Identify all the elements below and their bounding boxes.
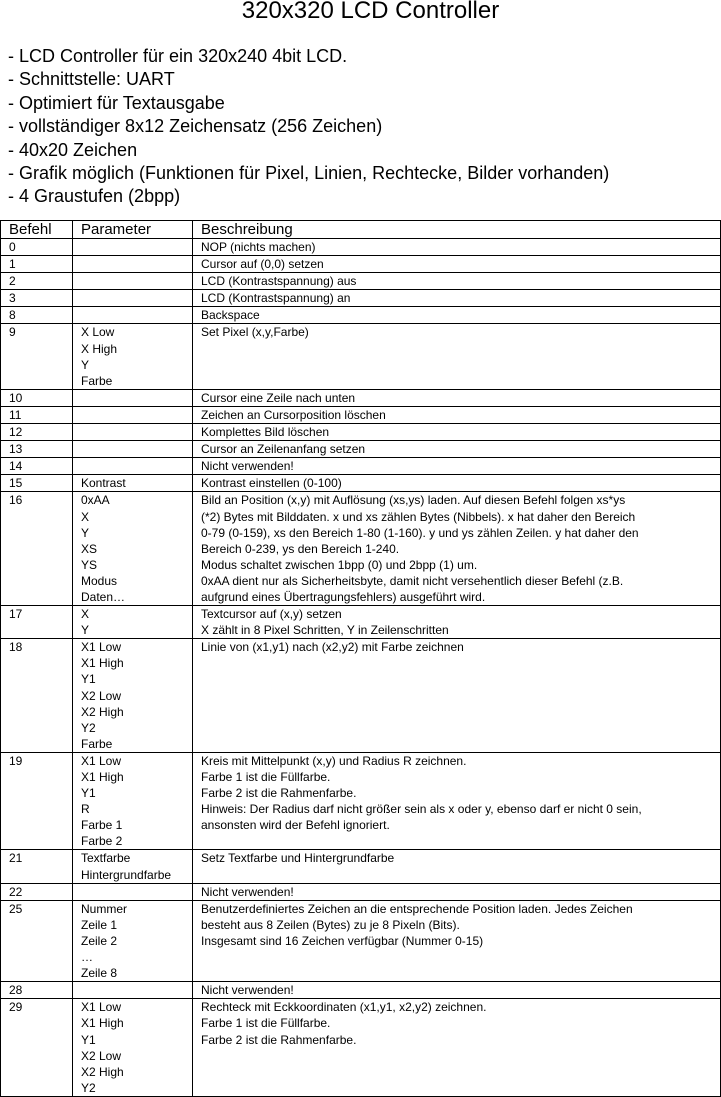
document-title: 320x320 LCD Controller: [241, 0, 500, 24]
description-line: Set Pixel (x,y,Farbe): [201, 325, 309, 340]
command-parameters: [73, 752, 193, 850]
description-line: Cursor an Zeilenanfang setzen: [201, 442, 366, 457]
description-line: Backspace: [201, 308, 260, 323]
description-line: Cursor auf (0,0) setzen: [201, 257, 324, 272]
description-line: (*2) Bytes mit Bilddaten. x und xs zählen Bytes (Nibbels). x hat daher den Bereich: [201, 509, 636, 524]
parameter-item: X1 Low: [81, 1000, 122, 1015]
command-description: [193, 639, 721, 753]
command-description: [193, 999, 721, 1097]
parameter-item: Farbe 1: [81, 818, 123, 833]
command-code: 28: [1, 982, 73, 999]
command-code: 19: [1, 752, 73, 850]
command-code: 1: [1, 256, 73, 273]
parameter-item: Modus: [81, 573, 118, 588]
command-description: [193, 982, 721, 999]
command-parameters: [73, 475, 193, 492]
description-line: 0-79 (0-159), xs den Bereich 1-80 (1-160). y und ys zählen Zeilen. y hat daher den: [201, 525, 639, 540]
table-row: [1, 982, 721, 999]
description-line: Textcursor auf (x,y) setzen: [201, 607, 342, 622]
description-line: Hinweis: Der Radius darf nicht größer sein als x oder y, ebenso darf er nicht 0 sein,: [201, 802, 642, 817]
table-row: [1, 290, 721, 307]
description-line: Linie von (x1,y1) nach (x2,y2) mit Farbe zeichnen: [201, 640, 464, 655]
command-code: 10: [1, 389, 73, 406]
command-description: [193, 307, 721, 324]
description-line: Farbe 2 ist die Rahmenfarbe.: [201, 786, 357, 801]
command-parameters: [73, 256, 193, 273]
table-row: [1, 324, 721, 389]
command-parameters: [73, 307, 193, 324]
table-row: [1, 900, 721, 981]
table-row: [1, 475, 721, 492]
description-line: Farbe 1 ist die Füllfarbe.: [201, 1016, 331, 1031]
parameter-item: X2 Low: [81, 688, 122, 703]
parameter-item: X: [81, 509, 90, 524]
description-line: Bereich 0-239, ys den Bereich 1-240.: [201, 541, 400, 556]
command-description: [193, 273, 721, 290]
description-line: LCD (Kontrastspannung) aus: [201, 274, 357, 289]
parameter-item: X1 Low: [81, 640, 122, 655]
feature-list: [8, 45, 609, 209]
description-line: 0xAA dient nur als Sicherheitsbyte, damit nicht versehentlich dieser Befehl (z.B.: [201, 573, 624, 588]
parameter-item: Y1: [81, 786, 96, 801]
parameter-item: Y: [81, 357, 90, 372]
parameter-item: Hintergrundfarbe: [81, 867, 172, 882]
parameter-item: X1 Low: [81, 753, 122, 768]
description-line: Komplettes Bild löschen: [201, 425, 330, 440]
command-table: [0, 220, 721, 1097]
header-parameter: Parameter: [73, 221, 193, 239]
table-row: [1, 424, 721, 441]
command-parameters: [73, 389, 193, 406]
description-line: ansonsten wird der Befehl ignoriert.: [201, 818, 390, 833]
feature-item: - LCD Controller für ein 320x240 4bit LCD.: [8, 46, 348, 66]
command-parameters: [73, 982, 193, 999]
command-code: 25: [1, 900, 73, 981]
description-line: Kreis mit Mittelpunkt (x,y) und Radius R zeichnen.: [201, 753, 467, 768]
table-header-row: [1, 221, 721, 239]
table-row: [1, 639, 721, 753]
description-line: X zählt in 8 Pixel Schritten, Y in Zeilenschritten: [201, 623, 449, 638]
command-parameters: [73, 999, 193, 1097]
feature-item: - vollständiger 8x12 Zeichensatz (256 Zeichen): [8, 116, 383, 137]
command-description: [193, 239, 721, 256]
table-row: [1, 406, 721, 423]
table-row: [1, 606, 721, 639]
command-parameters: [73, 458, 193, 475]
parameter-item: X2 High: [81, 704, 124, 719]
parameter-item: X2 Low: [81, 1048, 122, 1063]
command-description: [193, 492, 721, 606]
parameter-item: XS: [81, 541, 98, 556]
command-code: 2: [1, 273, 73, 290]
parameter-item: X2 High: [81, 1064, 124, 1079]
command-code: 18: [1, 639, 73, 753]
command-rows: [1, 239, 721, 1097]
parameter-item: X High: [81, 341, 118, 356]
command-code: 15: [1, 475, 73, 492]
command-description: [193, 441, 721, 458]
description-line: Zeichen an Cursorposition löschen: [201, 407, 386, 422]
command-parameters: [73, 273, 193, 290]
command-description: [193, 883, 721, 900]
description-line: NOP (nichts machen): [201, 240, 316, 254]
command-code: 13: [1, 441, 73, 458]
parameter-item: X1 High: [81, 770, 124, 784]
command-description: [193, 475, 721, 492]
description-line: Nicht verwenden!: [201, 459, 294, 474]
table-row: [1, 458, 721, 475]
parameter-item: Farbe: [81, 373, 113, 388]
command-description: [193, 290, 721, 307]
command-description: [193, 458, 721, 475]
command-description: [193, 900, 721, 981]
description-line: LCD (Kontrastspannung) an: [201, 291, 351, 306]
command-description: [193, 752, 721, 850]
table-row: [1, 883, 721, 900]
command-code: 14: [1, 458, 73, 475]
command-parameters: [73, 406, 193, 423]
command-code: 16: [1, 492, 73, 606]
parameter-item: Textfarbe: [81, 851, 131, 866]
header-befehl: Befehl: [1, 221, 73, 239]
command-code: 21: [1, 850, 73, 883]
command-parameters: [73, 606, 193, 639]
parameter-item: 0xAA: [81, 493, 110, 508]
parameter-item: Farbe 2: [81, 834, 123, 849]
command-description: [193, 850, 721, 883]
table-row: [1, 256, 721, 273]
command-description: [193, 389, 721, 406]
feature-item: - 4 Graustufen (2bpp): [8, 186, 181, 207]
feature-item: - Optimiert für Textausgabe: [8, 92, 225, 113]
description-line: aufgrund eines Übertragungsfehlers) ausgeführt wird.: [201, 589, 486, 604]
feature-item: - Schnittstelle: UART: [8, 69, 175, 90]
parameter-item: Zeile 1: [81, 917, 118, 932]
parameter-item: Y1: [81, 1032, 96, 1047]
description-line: Cursor eine Zeile nach unten: [201, 390, 356, 405]
parameter-item: Y: [81, 623, 90, 638]
command-parameters: [73, 441, 193, 458]
parameter-item: Y2: [81, 1080, 96, 1095]
description-line: Kontrast einstellen (0-100): [201, 476, 342, 491]
command-description: [193, 424, 721, 441]
command-parameters: [73, 492, 193, 606]
description-line: Farbe 1 ist die Füllfarbe.: [201, 770, 331, 784]
feature-item: - Grafik möglich (Funktionen für Pixel, Linien, Rechtecke, Bilder vorhanden): [8, 163, 610, 184]
command-code: 9: [1, 324, 73, 389]
command-parameters: [73, 239, 193, 256]
parameter-item: YS: [81, 557, 98, 572]
table-row: [1, 850, 721, 883]
table-row: [1, 389, 721, 406]
description-line: besteht aus 8 Zeilen (Bytes) zu je 8 Pixeln (Bits).: [201, 917, 460, 932]
parameter-item: Zeile 2: [81, 933, 118, 948]
description-line: Farbe 2 ist die Rahmenfarbe.: [201, 1032, 357, 1047]
parameter-item: R: [81, 802, 90, 817]
table-row: [1, 273, 721, 290]
description-line: Rechteck mit Eckkoordinaten (x1,y1, x2,y2) zeichnen.: [201, 1000, 487, 1015]
command-code: 11: [1, 406, 73, 423]
table-row: [1, 752, 721, 850]
parameter-item: X1 High: [81, 656, 124, 671]
feature-item: - 40x20 Zeichen: [8, 139, 138, 160]
command-parameters: [73, 639, 193, 753]
description-line: Nicht verwenden!: [201, 983, 294, 998]
command-description: [193, 406, 721, 423]
parameter-item: Y: [81, 525, 90, 540]
command-code: 0: [1, 239, 73, 256]
table-row: [1, 441, 721, 458]
header-beschreibung: Beschreibung: [193, 221, 721, 239]
command-parameters: [73, 850, 193, 883]
parameter-item: Y2: [81, 720, 96, 735]
command-code: 29: [1, 999, 73, 1097]
parameter-item: Zeile 8: [81, 966, 118, 981]
parameter-item: Daten…: [81, 589, 126, 604]
parameter-item: Y1: [81, 672, 96, 687]
command-code: 12: [1, 424, 73, 441]
parameter-item: Kontrast: [81, 476, 126, 491]
table-row: [1, 492, 721, 606]
command-parameters: [73, 290, 193, 307]
parameter-item: X: [81, 607, 90, 622]
description-line: Bild an Position (x,y) mit Auflösung (xs,ys) laden. Auf diesen Befehl folgen xs*ys: [201, 493, 626, 508]
command-code: 8: [1, 307, 73, 324]
command-description: [193, 606, 721, 639]
table-row: [1, 239, 721, 256]
parameter-item: X1 High: [81, 1016, 124, 1031]
parameter-item: X Low: [81, 325, 115, 340]
table-row: [1, 307, 721, 324]
command-description: [193, 256, 721, 273]
parameter-item: Farbe: [81, 736, 113, 751]
parameter-item: …: [81, 950, 93, 965]
description-line: Benutzerdefiniertes Zeichen an die entsprechende Position laden. Jedes Zeichen: [201, 901, 633, 916]
command-parameters: [73, 424, 193, 441]
command-parameters: [73, 324, 193, 389]
parameter-item: Nummer: [81, 901, 128, 916]
description-line: Insgesamt sind 16 Zeichen verfügbar (Nummer 0-15): [201, 933, 484, 948]
command-code: 17: [1, 606, 73, 639]
command-parameters: [73, 883, 193, 900]
description-line: Setz Textfarbe und Hintergrundfarbe: [201, 851, 395, 866]
command-code: 22: [1, 883, 73, 900]
description-line: Nicht verwenden!: [201, 884, 294, 899]
table-row: [1, 999, 721, 1097]
description-line: Modus schaltet zwischen 1bpp (0) und 2bpp (1) um.: [201, 557, 478, 572]
command-parameters: [73, 900, 193, 981]
command-code: 3: [1, 290, 73, 307]
command-description: [193, 324, 721, 389]
